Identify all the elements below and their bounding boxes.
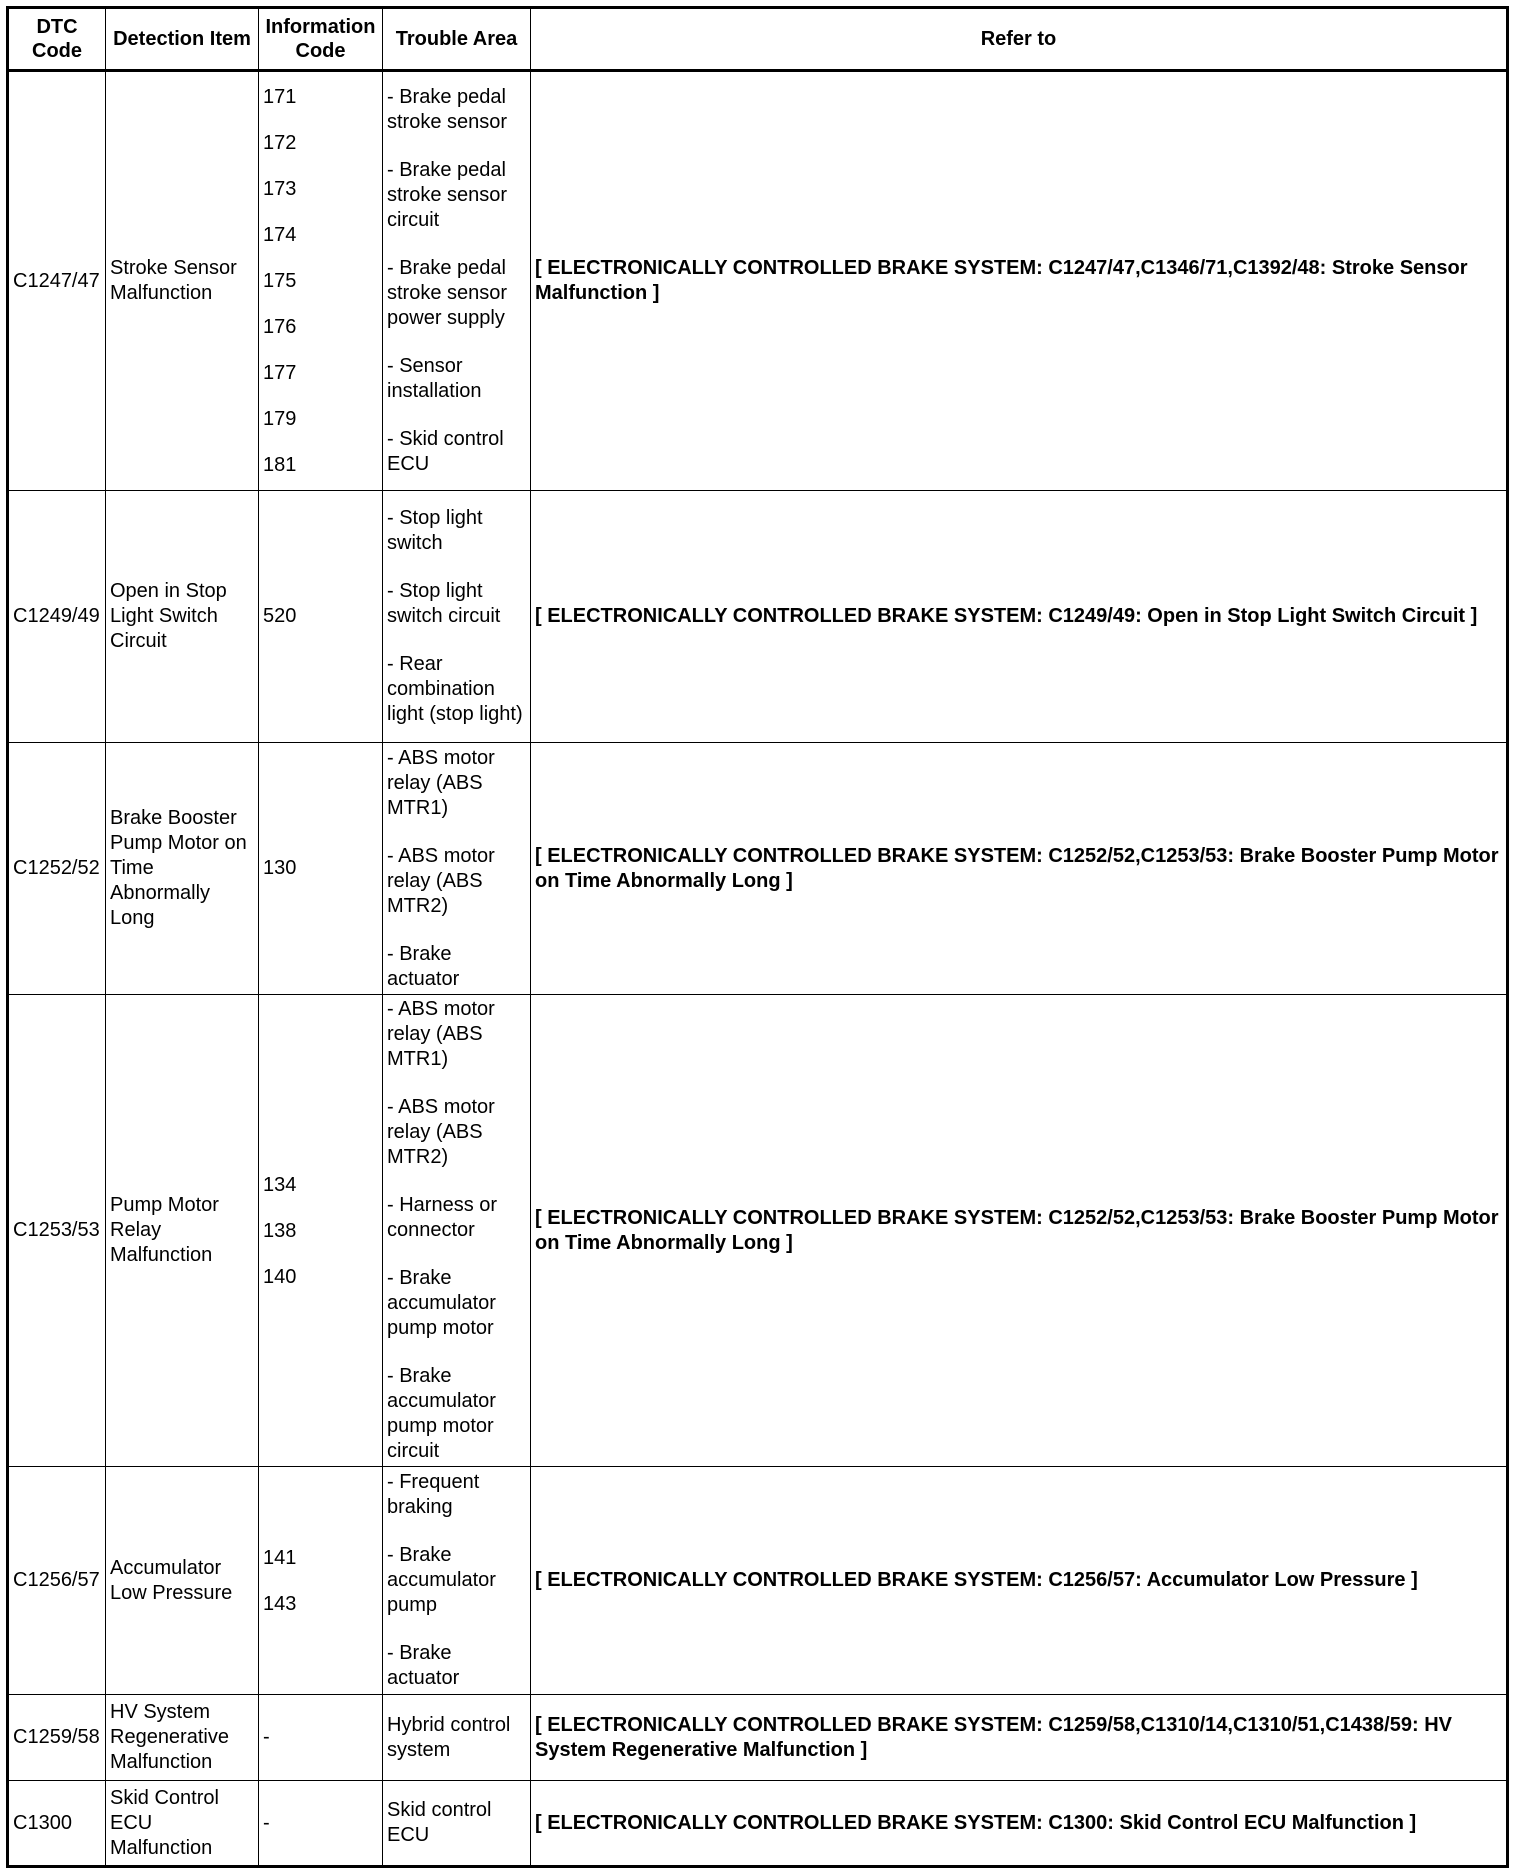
dtc-code-cell: C1256/57	[8, 1467, 106, 1695]
information-code-cell	[259, 743, 383, 995]
trouble-area-item: - Stop light switch	[387, 507, 483, 554]
refer-to-link[interactable]: [ ELECTRONICALLY CONTROLLED BRAKE SYSTEM: C1249/49: Open in Stop Light Switch Circuit ]	[531, 491, 1508, 743]
information-code-cell	[259, 995, 383, 1467]
information-code: 140	[263, 1265, 297, 1288]
dtc-code-cell: C1247/47	[8, 71, 106, 491]
trouble-area-item: - ABS motor relay (ABS MTR1)	[387, 746, 495, 819]
table-body	[8, 71, 1508, 1867]
detection-item-cell: Brake Booster Pump Motor on Time Abnormally Long	[106, 743, 259, 995]
information-code: 141	[263, 1546, 297, 1569]
header-refer-to: Refer to	[531, 8, 1508, 71]
refer-to-link[interactable]: [ ELECTRONICALLY CONTROLLED BRAKE SYSTEM: C1247/47,C1346/71,C1392/48: Stroke Sensor Malfunction ]	[531, 71, 1508, 491]
trouble-area-item: - Brake accumulator pump motor circuit	[387, 1365, 496, 1462]
trouble-area-item: - Brake pedal stroke sensor power supply	[387, 257, 508, 329]
information-code: 174	[263, 224, 297, 246]
detection-item-cell: Accumulator Low Pressure	[106, 1467, 259, 1695]
information-code-cell	[259, 71, 383, 491]
information-code-cell	[259, 1781, 383, 1867]
trouble-area-item: - Sensor installation	[387, 355, 482, 402]
trouble-area-item: - Skid control ECU	[387, 428, 504, 475]
trouble-area-cell	[383, 743, 531, 995]
trouble-area-item: - Brake actuator	[387, 942, 460, 990]
trouble-area-cell	[383, 995, 531, 1467]
dtc-code-cell: C1252/52	[8, 743, 106, 995]
information-code: -	[263, 1811, 270, 1834]
information-code: 173	[263, 178, 297, 200]
trouble-area-item: Hybrid control system	[387, 1713, 511, 1761]
refer-to-link[interactable]: [ ELECTRONICALLY CONTROLLED BRAKE SYSTEM: C1252/52,C1253/53: Brake Booster Pump Motor on Time Abnormally Long ]	[531, 995, 1508, 1467]
detection-item-cell: Open in Stop Light Switch Circuit	[106, 491, 259, 743]
trouble-area-item: - Brake accumulator pump motor	[387, 1267, 496, 1339]
trouble-area-cell	[383, 491, 531, 743]
dtc-code-cell: C1300	[8, 1781, 106, 1867]
refer-to-link[interactable]: [ ELECTRONICALLY CONTROLLED BRAKE SYSTEM: C1259/58,C1310/14,C1310/51,C1438/59: HV System Regenerative Malfunction ]	[531, 1695, 1508, 1781]
trouble-area-item: - ABS motor relay (ABS MTR1)	[387, 998, 495, 1070]
header-detection-item: Detection Item	[106, 8, 259, 71]
refer-to-link[interactable]: [ ELECTRONICALLY CONTROLLED BRAKE SYSTEM: C1300: Skid Control ECU Malfunction ]	[531, 1781, 1508, 1867]
table-row	[8, 491, 1508, 743]
information-code: 130	[263, 857, 297, 879]
information-code: 171	[263, 86, 297, 108]
refer-to-link[interactable]: [ ELECTRONICALLY CONTROLLED BRAKE SYSTEM: C1256/57: Accumulator Low Pressure ]	[531, 1467, 1508, 1695]
header-dtc-code: DTC Code	[8, 8, 106, 71]
refer-to-link[interactable]: [ ELECTRONICALLY CONTROLLED BRAKE SYSTEM: C1252/52,C1253/53: Brake Booster Pump Motor on Time Abnormally Long ]	[531, 743, 1508, 995]
detection-item-cell: HV System Regenerative Malfunction	[106, 1695, 259, 1781]
information-code: 134	[263, 1173, 297, 1196]
trouble-area-cell	[383, 1695, 531, 1781]
trouble-area-cell	[383, 1467, 531, 1695]
trouble-area-item: - Brake pedal stroke sensor	[387, 86, 508, 133]
detection-item-cell: Stroke Sensor Malfunction	[106, 71, 259, 491]
information-code: 520	[263, 605, 297, 627]
information-code: 177	[263, 362, 297, 384]
detection-item-cell: Skid Control ECU Malfunction	[106, 1781, 259, 1867]
information-code: 176	[263, 316, 297, 338]
header-row	[8, 8, 1508, 71]
information-code: -	[263, 1726, 270, 1748]
trouble-area-item: - Frequent braking	[387, 1471, 480, 1518]
dtc-table	[6, 6, 1509, 1868]
information-code: 172	[263, 132, 297, 154]
trouble-area-item: - Rear combination light (stop light)	[387, 653, 523, 725]
information-code: 181	[263, 454, 297, 476]
information-code-cell	[259, 491, 383, 743]
trouble-area-cell	[383, 1781, 531, 1867]
information-code: 175	[263, 270, 297, 292]
trouble-area-item: - Harness or connector	[387, 1194, 498, 1241]
table-row	[8, 1695, 1508, 1781]
header-trouble-area: Trouble Area	[383, 8, 531, 71]
table-header	[8, 8, 1508, 71]
table-row	[8, 1467, 1508, 1695]
information-code: 138	[263, 1219, 297, 1242]
trouble-area-item: Skid control ECU	[387, 1799, 492, 1846]
detection-item-cell: Pump Motor Relay Malfunction	[106, 995, 259, 1467]
trouble-area-item: - Brake actuator	[387, 1642, 460, 1689]
dtc-code-cell: C1259/58	[8, 1695, 106, 1781]
table-row	[8, 995, 1508, 1467]
trouble-area-item: - ABS motor relay (ABS MTR2)	[387, 1096, 495, 1168]
information-code: 143	[263, 1592, 297, 1615]
trouble-area-item: - Stop light switch circuit	[387, 580, 501, 627]
table-row	[8, 71, 1508, 491]
information-code: 179	[263, 408, 297, 430]
information-code-cell	[259, 1695, 383, 1781]
trouble-area-item: - Brake accumulator pump	[387, 1544, 496, 1616]
trouble-area-item: - ABS motor relay (ABS MTR2)	[387, 844, 495, 917]
trouble-area-cell	[383, 71, 531, 491]
trouble-area-item: - Brake pedal stroke sensor circuit	[387, 159, 508, 231]
header-information-code: Information Code	[259, 8, 383, 71]
table-row	[8, 743, 1508, 995]
dtc-code-cell: C1249/49	[8, 491, 106, 743]
table-row	[8, 1781, 1508, 1867]
information-code-cell	[259, 1467, 383, 1695]
dtc-code-cell: C1253/53	[8, 995, 106, 1467]
